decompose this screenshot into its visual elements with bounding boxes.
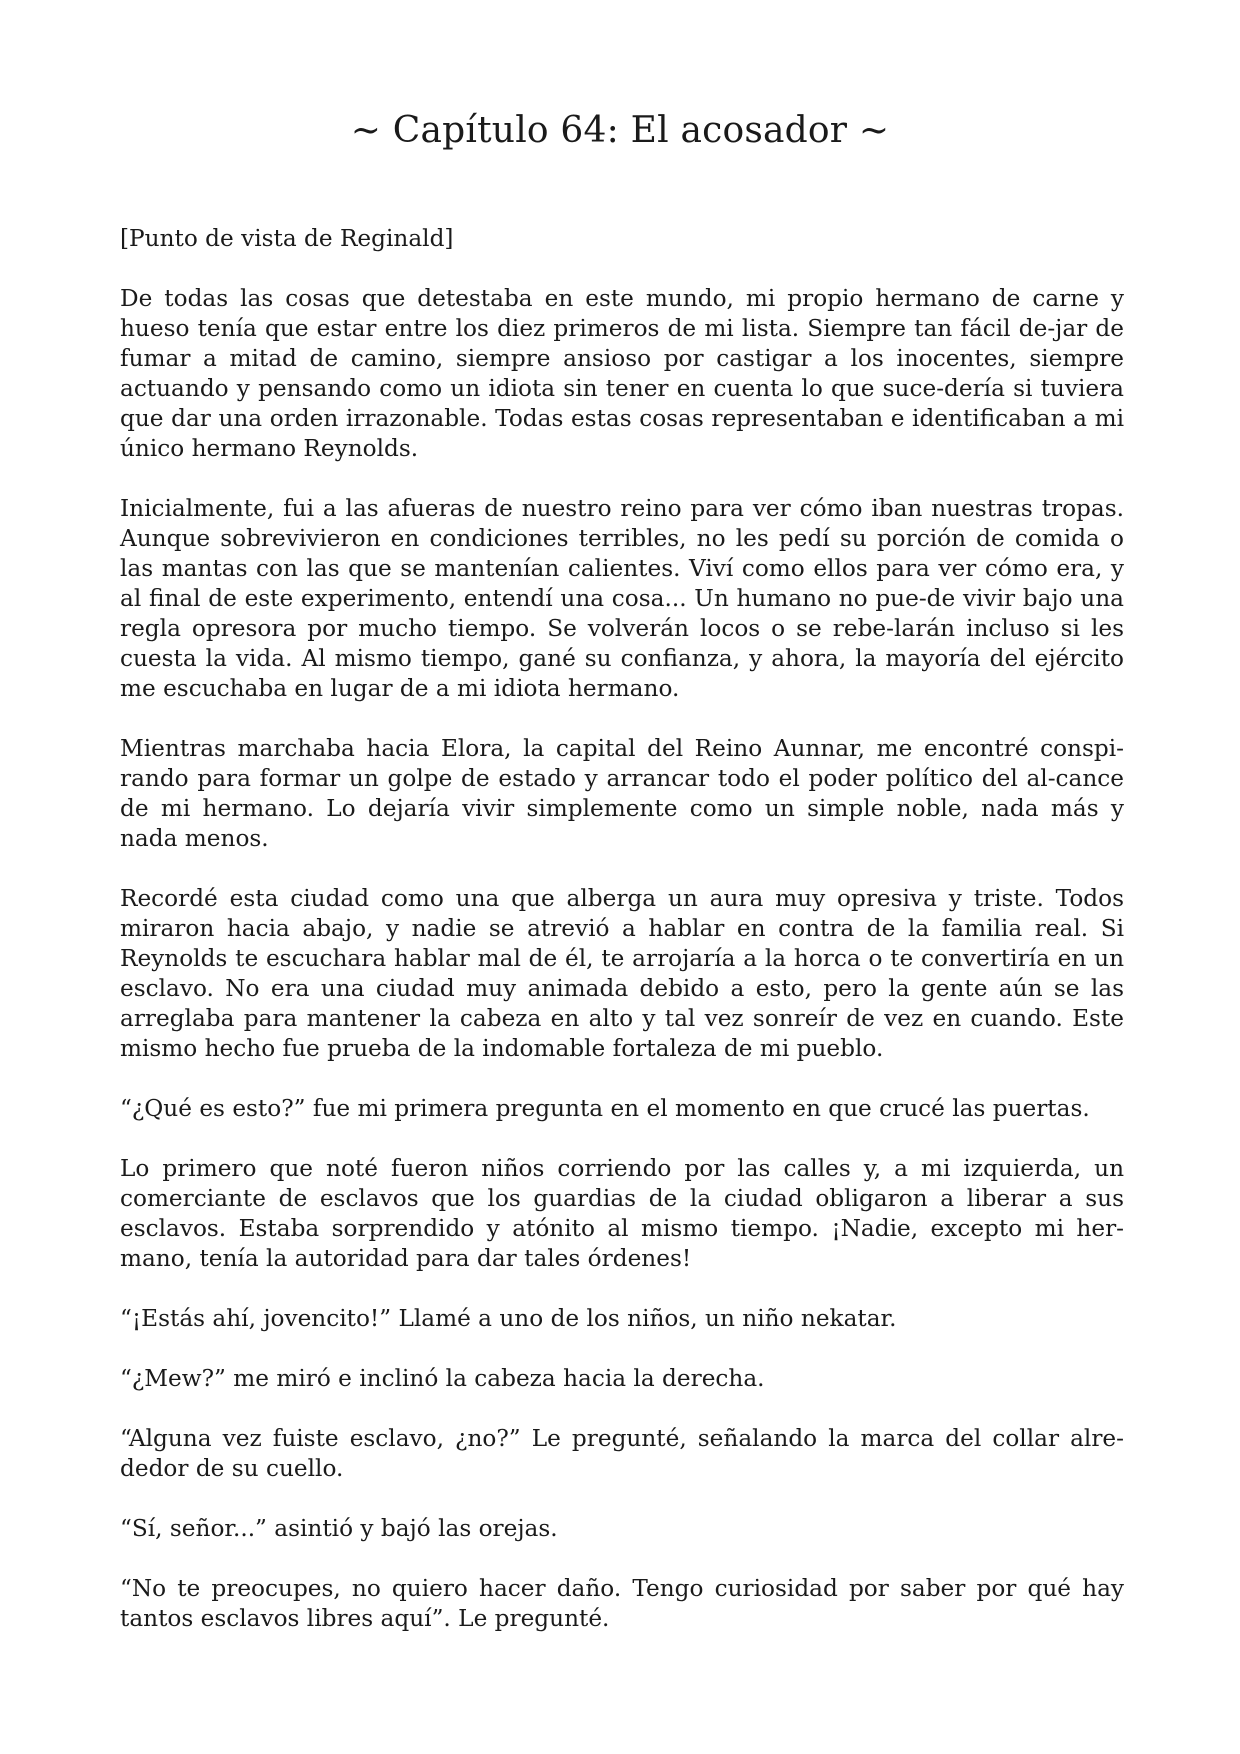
chapter-body [120,224,1124,1634]
dialogue-paragraph: “Sí, señor...” asintió y bajó las orejas. [120,1515,558,1542]
dialogue-paragraph: “¿Qué es esto?” fue mi primera pregunta en el momento en que crucé las puertas. [120,1095,1090,1122]
dialogue-paragraph: “No te preocupes, no quiero hacer daño. Tengo curiosidad por saber por qué hay tantos esclavos libres aquí”. Le pregunté. [120,1575,1124,1632]
chapter-title: ~ Capítulo 64: El acosador ~ [350,110,890,151]
paragraph: Mientras marchaba hacia Elora, la capital del Reino Aunnar, me encontré conspi-rando para formar un golpe de estado y arrancar todo el poder político del al-cance de mi hermano. Lo dejaría vivir simplemente como un simple noble, nada más y nada menos. [120,735,1124,852]
paragraph: Inicialmente, fui a las afueras de nuestro reino para ver cómo iban nuestras tropas. Aunque sobrevivieron en condiciones terribles, no les pedí su porción de comida o las mantas con las que se mantenían calientes. Viví como ellos para ver cómo era, y al final de este experimento, entendí una cosa... Un humano no pue-de vivir bajo una regla opresora por mucho tiempo. Se volverán locos o se rebe-larán incluso si les cuesta la vida. Al mismo tiempo, gané su confianza, y ahora, la mayoría del ejército me escuchaba en lugar de a mi idiota hermano. [120,495,1124,702]
paragraph: Lo primero que noté fueron niños corriendo por las calles y, a mi izquierda, un comerciante de esclavos que los guardias de la ciudad obligaron a liberar a sus esclavos. Estaba sorprendido y atónito al mismo tiempo. ¡Nadie, excepto mi her-mano, tenía la autoridad para dar tales órdenes! [120,1155,1124,1272]
paragraph: De todas las cosas que detestaba en este mundo, mi propio hermano de carne y hueso tenía que estar entre los diez primeros de mi lista. Siempre tan fácil de-jar de fumar a mitad de camino, siempre ansioso por castigar a los inocentes, siempre actuando y pensando como un idiota sin tener en cuenta lo que suce-dería si tuviera que dar una orden irrazonable. Todas estas cosas representaban e identificaban a mi único hermano Reynolds. [120,285,1124,462]
paragraph: Recordé esta ciudad como una que alberga un aura muy opresiva y triste. Todos miraron hacia abajo, y nadie se atrevió a hablar en contra de la familia real. Si Reynolds te escuchara hablar mal de él, te arrojaría a la horca o te convertiría en un esclavo. No era una ciudad muy animada debido a esto, pero la gente aún se las arreglaba para mantener la cabeza en alto y tal vez sonreír de vez en cuando. Este mismo hecho fue prueba de la indomable fortaleza de mi pueblo. [120,885,1124,1062]
paragraph-pov: [Punto de vista de Reginald] [120,225,454,252]
dialogue-paragraph: “¡Estás ahí, jovencito!” Llamé a uno de los niños, un niño nekatar. [120,1305,897,1332]
dialogue-paragraph: “¿Mew?” me miró e inclinó la cabeza hacia la derecha. [120,1365,765,1392]
dialogue-paragraph: “Alguna vez fuiste esclavo, ¿no?” Le pregunté, señalando la marca del collar alre-dedor de su cuello. [120,1425,1124,1482]
